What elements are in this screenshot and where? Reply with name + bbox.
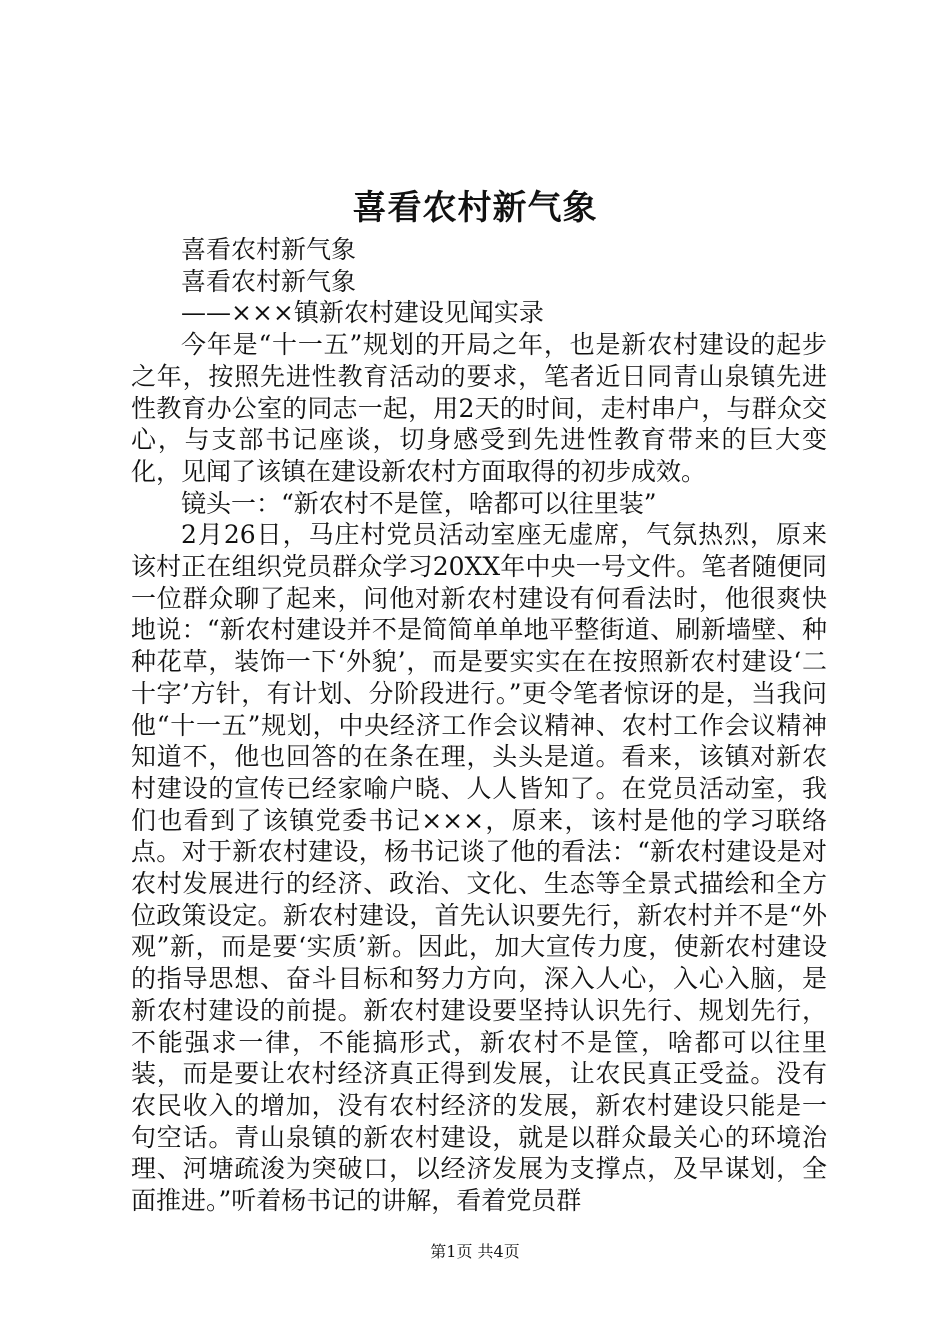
document-body xyxy=(131,234,827,1217)
paragraph-heading-2: 喜看农村新气象 xyxy=(181,266,357,296)
paragraph-intro: 今年是“十一五”规划的开局之年，也是新农村建设的起步之年，按照先进性教育活动的要求，笔者近日同青山泉镇先进性教育办公室的同志一起，用2天的时间，走村串户，与群众交心，与支部书记座谈，切身感受到先进性教育带来的巨大变化，见闻了该镇在建设新农村方面取得的初步成效。 xyxy=(131,330,827,486)
paragraph-scene-heading: 镜头一：“新农村不是筐，啥都可以往里装” xyxy=(181,488,657,518)
document-title: 喜看农村新气象 xyxy=(352,188,598,228)
paragraph-heading-1: 喜看农村新气象 xyxy=(181,235,357,264)
page-footer: 第1页 共4页 xyxy=(430,1242,520,1261)
paragraph-scene-body: 2月26日，马庄村党员活动室座无虚席，气氛热烈，原来该村正在组织党员群众学习20XX年中央一号文件。笔者随便同一位群众聊了起来，问他对新农村建设有何看法时，他很爽快地说：“新农村建设并不是简简单单地平整街道、刷新墙壁、种种花草，装饰一下‘外貌’，而是要实实在在按照新农村建设‘二十字’方针，有计划、分阶段进行。”更令笔者惊讶的是，当我问他“十一五”规划，中央经济工作会议精神、农村工作会议精神知道不，他也回答的在条在理，头头是道。看来，该镇对新农村建设的宣传已经家喻户晓、人人皆知了。在党员活动室，我们也看到了该镇党委书记×××，原来，该村是他的学习联络点。对于新农村建设，杨书记谈了他的看法：“新农村建设是对农村发展进行的经济、政治、文化、生态等全景式描绘和全方位政策设定。新农村建设，首先认识要先行，新农村并不是“外观”新，而是要‘实质’新。因此，加大宣传力度，使新农村建设的指导思想、奋斗目标和努力方向，深入人心，入心入脑，是新农村建设的前提。新农村建设要坚持认识先行、规划先行，不能强求一律，不能搞形式，新农村不是筐，啥都可以往里装，而是要让农村经济真正得到发展，让农民真正受益。没有农民收入的增加，没有农村经济的发展，新农村建设只能是一句空话。青山泉镇的新农村建设，就是以群众最关心的环境治理、河塘疏浚为突破口，以经济发展为支撑点，及早谋划，全面推进。”听着杨书记的讲解，看着党员群 xyxy=(131,520,827,1216)
paragraph-subtitle: ——×××镇新农村建设见闻实录 xyxy=(181,298,544,328)
